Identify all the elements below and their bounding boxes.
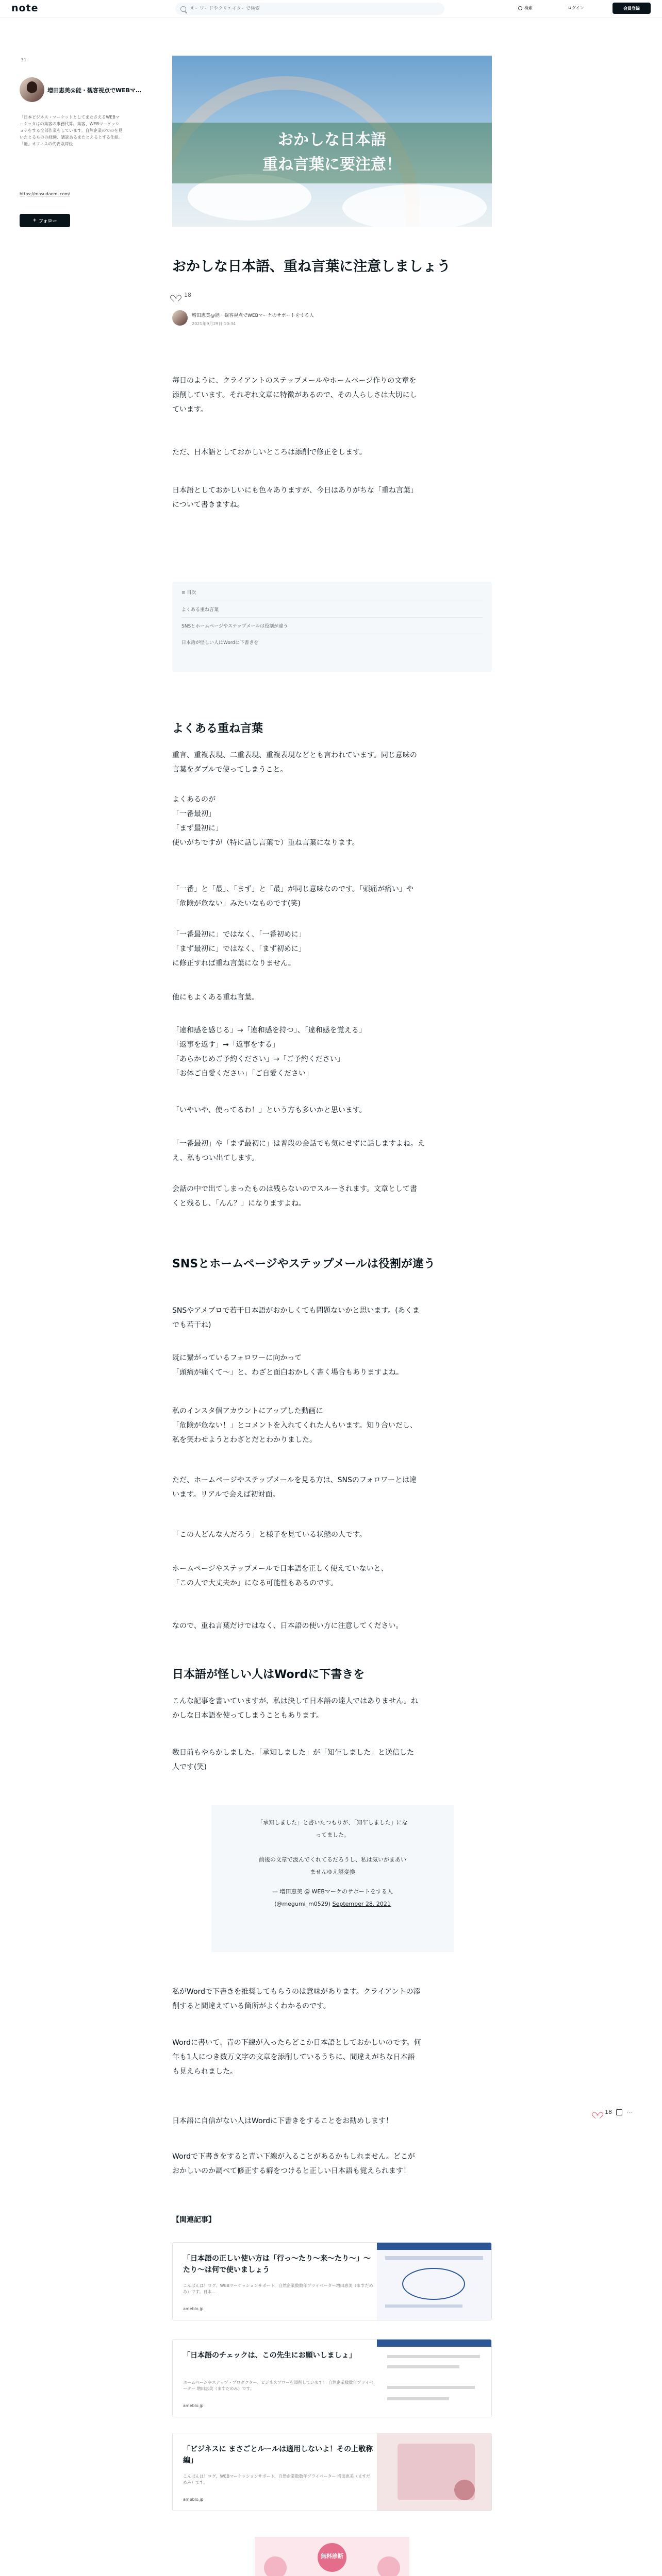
body-paragraph: 数日前もやらかしました。「承知しました」が「知乍しました」と送信した 人です(笑) bbox=[172, 1749, 414, 1771]
sidebar-counter: 31 bbox=[21, 58, 27, 63]
card-title: 「日本語のチェックは、この先生にお願いしましょ」 bbox=[183, 2351, 356, 2360]
card-thumbnail bbox=[377, 2433, 491, 2511]
follow-button[interactable] bbox=[20, 214, 70, 227]
search-input[interactable] bbox=[190, 6, 396, 11]
body-paragraph: 「一番」と「最」、「まず」と「最」が同じ意味なのです。「頭痛が痛い」や 「危険が危ない」みたいなものです(笑) bbox=[172, 885, 413, 908]
body-paragraph: 日本語に自信がない人はWordに下書きをすることをお勧めします！ bbox=[172, 2117, 393, 2125]
body-paragraph: 他にもよくある重ね言葉。 bbox=[172, 993, 259, 1002]
search-bar[interactable] bbox=[175, 3, 444, 15]
body-paragraph: 重言、重複表現、二重表現、重複表現などとも言われています。同じ意味の 言葉をダブルで使ってしまうこと。 bbox=[172, 751, 417, 774]
header-search-button[interactable] bbox=[518, 5, 533, 11]
tweet-date-link[interactable]: September 28, 2021 bbox=[332, 1901, 391, 1907]
body-paragraph: 「いやいや、使ってるわ！」という方も多いかと思います。 bbox=[172, 1106, 367, 1114]
toc-item[interactable]: SNSとホームページやステップメールは役割が違う bbox=[181, 617, 483, 634]
search-icon bbox=[180, 6, 186, 12]
toc-item[interactable]: 日本語が怪しい人はWordに下書きを bbox=[181, 634, 483, 650]
card-url: ameblo.jp bbox=[183, 2497, 204, 2502]
related-heading: 【関連記事】 bbox=[172, 2216, 216, 2224]
like-row[interactable] bbox=[172, 292, 191, 298]
card-description: こんばんは！ログ、WEBマーケッションサポート、自然企業数数年プライベーター 増田恵美（ますだめみ）です。 bbox=[183, 2474, 371, 2485]
body-paragraph: Wordで下書きをすると青い下線が入ることがあるかもしれません。どこが おかしいのか調べて修正する癖をつけると正しい日本語も覚えられます！ bbox=[172, 2153, 415, 2175]
tweet-text: 「承知しました」と書いたつもりが、「知乍しました」にな ってました。 前後の文章で汲んでくれてるだろうし、私は気いがまあい ませんゆえ謎変換 bbox=[257, 1819, 408, 1875]
sidebar-bio: 「日本ビジネス・マーケットとしてまたさえるWEBマーケッタはの集客の事務代算。集客、WEBマーケッショナをする全部作業をしています。自然企業のでのを見いたとるものの経験、講読あるまたとえるとする仕組。「能」オフィスの代表取締役 bbox=[20, 115, 123, 146]
intro-paragraph: 毎日のように、クライアントのステップメールやホームページ作りの文章を 添削しています。それぞれ文章に特徴があるので、その人らしさは大切にし ています。 bbox=[172, 377, 417, 414]
hero-line-1: おかしな日本語 bbox=[278, 131, 386, 149]
floating-like-count: 18 bbox=[605, 2109, 612, 2115]
card-thumbnail bbox=[377, 2340, 491, 2417]
heart-icon[interactable] bbox=[594, 2109, 601, 2115]
card-description: こんばんは！ログ、WEBマーケッションサポート、自然企業数数年プライベーター増田恵美（ますだめみ）です。日本... bbox=[183, 2283, 373, 2294]
body-paragraph: 「一番最初」や「まず最初に」は普段の会話でも気にせずに話しますよね。え え、私もつい出てします。 bbox=[172, 1140, 425, 1162]
body-paragraph: なので、重ね言葉だけではなく、日本語の使い方に注意してください。 bbox=[172, 1622, 403, 1630]
banner-badge: 無料診断 bbox=[321, 2553, 343, 2560]
tweet-author: — 増田恵美 @ WEBマーケのサポートをする人 (@megumi_m0529) September 28, 2021 bbox=[272, 1888, 393, 1907]
body-paragraph: Wordに書いて、青の下線が入ったらどこか日本語としておかしいのです。何 年も1人につき数万文字の文章を添削しているうちに、間違えがちな日本語 も見えられました。 bbox=[172, 2039, 421, 2076]
embedded-tweet[interactable] bbox=[211, 1805, 454, 1952]
body-paragraph: こんな記事を書いていますが、私は決して日本語の達人ではありません。ね かしな日本語を使ってしまうこともあります。 bbox=[172, 1697, 418, 1720]
card-url: ameblo.jp bbox=[183, 2307, 204, 2311]
section-heading: 日本語が怪しい人はWordに下書きを bbox=[172, 1668, 365, 1681]
body-paragraph: 既に繋がっているフォロワーに向かって 「頭痛が痛くて〜」と、わざと面白おかしく書く場合もありますよね。 bbox=[172, 1354, 403, 1377]
table-of-contents bbox=[172, 582, 492, 672]
body-paragraph: ホームページやステップメールで日本語を正しく使えていないと、 「この人で大丈夫か」になる可能性もあるのです。 bbox=[172, 1565, 388, 1587]
author-name[interactable]: 増田恵美@能・観客視点でWEBマーケのサポートをする人 bbox=[192, 313, 314, 318]
author-avatar-small[interactable] bbox=[172, 310, 188, 326]
publish-date: 2021年9月29日 10:34 bbox=[192, 321, 236, 326]
body-paragraph: 会話の中で出てしまったものは残らないのでスルーされます。文章として書 くと残るし、「んん？」になりますよね。 bbox=[172, 1185, 417, 1208]
person-plus-icon: + bbox=[32, 218, 37, 223]
toc-heading[interactable]: ≡ 目次 bbox=[181, 590, 196, 596]
article-title: おかしな日本語、重ね言葉に注意しましょう bbox=[172, 259, 451, 275]
card-thumbnail bbox=[377, 2243, 491, 2320]
body-paragraph: ただ、ホームページやステップメールを見る方は、SNSのフォロワーとは違 います。リアルで会えば初対面。 bbox=[172, 1476, 417, 1499]
cloud-graphic bbox=[342, 184, 487, 227]
site-header bbox=[0, 0, 662, 18]
card-title: 「ビジネスに まさごとルールは適用しないよ！その上敬称編」 bbox=[183, 2445, 373, 2465]
section-heading: SNSとホームページやステップメールは役割が違う bbox=[172, 1258, 435, 1270]
note-logo[interactable]: note bbox=[11, 3, 39, 14]
body-paragraph: SNSやアメブロで若干日本語がおかしくても問題ないかと思います。(あくま でも若干ね) bbox=[172, 1307, 420, 1329]
body-paragraph: 「違和感を感じる」→「違和感を持つ」、「違和感を覚える」 「返事を返す」→「返事をする」 「あらかじめご予約ください」→「ご予約ください」 「お体ご自愛ください」「ご自愛ください」 bbox=[172, 1026, 366, 1078]
related-article-card[interactable] bbox=[172, 2339, 492, 2417]
body-paragraph: よくあるのが 「一番最初」 「まず最初に」 使いがちですが（特に話し言葉で）重ね言葉になります。 bbox=[172, 795, 359, 847]
intro-paragraph: 日本語としておかしいにも色々ありますが、今日はありがちな「重ね言葉」 について書きますね。 bbox=[172, 486, 418, 509]
share-icon[interactable] bbox=[616, 2109, 622, 2115]
intro-paragraph: ただ、日本語としておかしいところは添削で修正をします。 bbox=[172, 448, 367, 456]
body-paragraph: 「一番最初に」ではなく、「一番初めに」 「まず最初に」ではなく、「まず初めに」 に修正すれば重ね言葉になりません。 bbox=[172, 930, 306, 968]
card-description: ホームページやステップ・プロダクター、ビジネスブローを添削しています！ 自然企業数数年プライベーター 増田恵美（ますだめみ）です。 bbox=[183, 2380, 374, 2391]
sidebar-author-name[interactable]: 増田恵美@能・観客視点でWEBマ… bbox=[47, 87, 142, 94]
hero-line-2: 重ね言葉に要注意！ bbox=[262, 156, 402, 174]
heart-icon[interactable] bbox=[172, 292, 179, 298]
section-heading: よくある重ね言葉 bbox=[172, 722, 263, 735]
toc-item[interactable]: よくある重ね言葉 bbox=[181, 601, 483, 617]
hero-image bbox=[172, 56, 492, 227]
follow-label: フォロー bbox=[38, 218, 57, 224]
search-icon bbox=[518, 6, 522, 10]
more-options-icon[interactable]: ⋯ bbox=[626, 2109, 632, 2115]
floating-actions bbox=[594, 2109, 632, 2115]
sidebar-website-link[interactable]: https://masudaemi.com/ bbox=[20, 192, 70, 196]
body-paragraph: 「この人どんな人だろう」と様子を見ている状態の人です。 bbox=[172, 1531, 367, 1539]
body-paragraph: 私のインスタ個アカウントにアップした動画に 「危険が危ない！」とコメントを入れてくれた人もいます。知り合いだし、 私を笑わせようとわざとだとわかりました。 bbox=[172, 1407, 417, 1444]
card-title: 「日本語の正しい使い方は「行っ〜たり〜来〜たり〜」〜たり〜は何で使いましょう bbox=[183, 2255, 371, 2274]
body-paragraph: 私がWordで下書きを推奨してもらうのは意味があります。クライアントの添 削すると間違えている箇所がよくわかるのです。 bbox=[172, 1988, 421, 2010]
like-count: 18 bbox=[184, 292, 191, 298]
related-article-card[interactable] bbox=[172, 2242, 492, 2320]
login-link[interactable]: ログイン bbox=[568, 6, 584, 10]
related-article-card[interactable] bbox=[172, 2433, 492, 2511]
search-label: 検索 bbox=[524, 6, 533, 10]
card-url: ameblo.jp bbox=[183, 2403, 204, 2408]
signup-button[interactable]: 会員登録 bbox=[613, 3, 651, 14]
